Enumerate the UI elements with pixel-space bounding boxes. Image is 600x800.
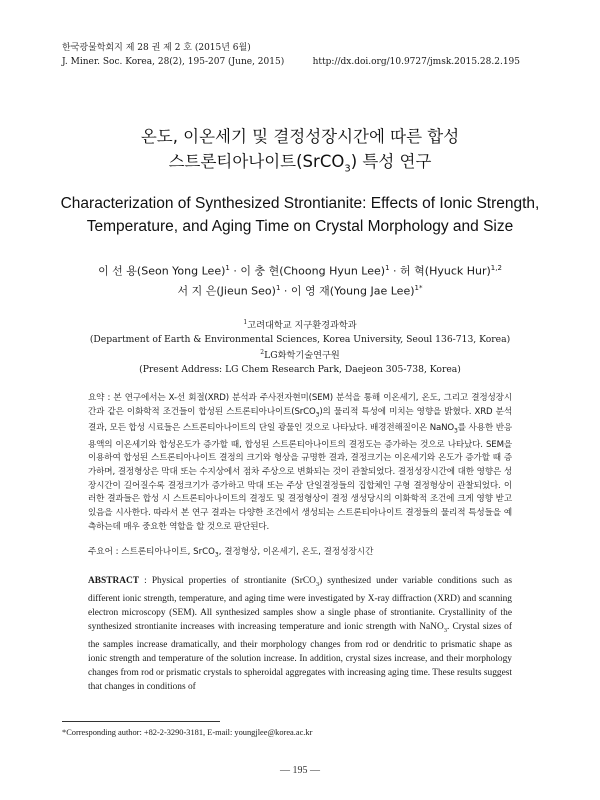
author-line2 [60, 280, 540, 300]
author-2-affil: 1 [385, 264, 390, 272]
korean-title-line2-pre: 스트론티아나이트(SrCO [168, 152, 345, 171]
korean-abstract-sub2: 3 [454, 427, 458, 435]
english-title [40, 192, 560, 238]
english-title-line2: Temperature, and Aging Time on Crystal Morphology and Size [86, 218, 514, 235]
korean-keywords-pre: 주요어 : 스트론티아나이트, SrCO [88, 547, 215, 557]
author-separator: · [389, 264, 401, 278]
journal-header-korean: 한국광물학회지 제 28 권 제 2 호 (2015년 6월) [62, 43, 251, 53]
affiliation-1-en: (Department of Earth & Environmental Sciences, Korea University, Seoul 136-713, Korea) [89, 333, 511, 345]
author-4: 서 지 은(Jieun Seo) [177, 284, 276, 298]
korean-title-subscript: 3 [344, 163, 351, 175]
english-abstract-label: ABSTRACT [88, 576, 140, 586]
korean-keywords-sub: 3 [214, 551, 219, 559]
korean-abstract [88, 392, 512, 534]
affiliation-1-ko [60, 316, 540, 333]
page-number: ― 195 ― [280, 765, 320, 776]
doi-link[interactable]: http://dx.doi.org/10.9727/jmsk.2015.28.2.195 [312, 57, 520, 67]
korean-title [60, 124, 540, 181]
korean-abstract-part2: )의 물리적 특성에 미치는 영향을 밝혔다. XRD 분석결과, 모든 합성 시료들은 스트론티아나이트의 단일 광물인 것으로 나타났다. 배경전해질이온 NaNO [88, 406, 512, 434]
author-4-affil: 1 [275, 283, 281, 292]
english-abstract-sub1: 3 [315, 580, 320, 588]
author-3: 허 혁(Hyuck Hur) [400, 264, 491, 278]
english-abstract-part3: . Crystal sizes of the samples increase dramatically, and their morphology changes from rod or dendritic to prismatic shape as ionic strength and temperature of the solution increase. In addition, crystal sizes increase, and their morphology changes from rod or prismatic crystals to spheroidal aggregates with increasing aging time. These results suggest that changes in conditions of [88, 622, 512, 693]
author-separator: · [229, 264, 241, 278]
journal-header-english: J. Miner. Soc. Korea, 28(2), 195-207 (June, 2015) [62, 57, 285, 67]
korean-abstract-sub1: 3 [315, 411, 320, 419]
korean-abstract-part3: 를 사용한 반응용액의 이온세기와 합성온도가 증가할 때, 합성된 스트론티아나이트의 결정도는 증가하는 것으로 나타났다. SEM을 이용하여 합성된 스트론티아나이트 결정의 크기와 형상을 규명한 결과, 결정크기는 이온세기와 온도가 증가할 때 증가하며, 결정형상은 막대 또는 수지상에서 점차 주상으로 변화되는 것이 관찰되었다. 결정성장시간에 대한 영향은 성장시간이 길어질수록 결정크기가 증가하고 막대 또는 주상 단일결정들의 집합체인 구형 결정형상이 관찰되었다. 이러한 결과들은 합성 시 스트론티아나이트의 결정도 및 결정형상이 결정 생성당시의 이화학적 조건에 크게 영향 받고 있음을 시사한다. 따라서 본 연구 결과는 다양한 조건에서 생성되는 스트론티아나이트 결정들의 물리적 특성들을 예측하는데 매우 중요한 역할을 할 것으로 판단된다. [88, 423, 512, 532]
english-abstract [88, 574, 512, 695]
affiliation-2-name: LG화학기술연구원 [264, 350, 340, 362]
author-list [60, 260, 540, 299]
korean-title-line2-post: ) 특성 연구 [350, 152, 432, 171]
author-1-affil: 1 [225, 264, 230, 272]
english-abstract-part1: : Physical properties of strontianite (SrCO [139, 576, 316, 586]
footnote-divider [62, 721, 220, 722]
author-1: 이 선 용(Seon Yong Lee) [98, 264, 226, 278]
affiliation-1-name: 고려대학교 지구환경과학과 [247, 320, 357, 332]
english-title-line1: Characterization of Synthesized Strontianite: Effects of Ionic Strength, [60, 195, 540, 212]
english-abstract-sub2: 3 [443, 627, 447, 635]
author-line1 [60, 260, 540, 280]
author-2: 이 충 현(Choong Hyun Lee) [240, 264, 386, 278]
affiliation-2-marker: 2 [260, 349, 265, 357]
author-5-affil: 1* [414, 283, 423, 292]
affiliation-2-ko [60, 346, 540, 363]
english-abstract-part2: ) synthesized under variable conditions such as different ionic strength, temperature, and aging time were investigated by X-ray diffraction (XRD) and scanning electron microscopy (SEM). All synthesized samples show a single phase of strontianite. Crystallinity of the synthesized strontianite increases with increasing temperature and ionic strength with NaNO [88, 576, 512, 633]
author-3-affil: 1,2 [490, 264, 502, 272]
affiliation-2-en: (Present Address: LG Chem Research Park, Daejeon 305-738, Korea) [139, 363, 461, 375]
korean-keywords [88, 546, 512, 562]
korean-title-line2 [60, 149, 540, 181]
affiliation-1-marker: 1 [243, 319, 248, 326]
korean-title-line1: 온도, 이온세기 및 결정성장시간에 따른 합성 [140, 127, 460, 146]
korean-keywords-post: , 결정형상, 이온세기, 온도, 결정성장시간 [218, 547, 374, 557]
korean-abstract-part1: 요약 : 본 연구에서는 X-선 회절(XRD) 분석과 주사전자현미(SEM) 분석을 통해 이온세기, 온도, 그리고 결정성장시간과 같은 이화학적 조건들이 합성된 스트론티아나이트(SrCO [88, 393, 512, 417]
corresponding-author-footnote: *Corresponding author: +82-2-3290-3181, E-mail: youngjlee@korea.ac.kr [62, 728, 313, 737]
author-5: 이 영 재(Young Jae Lee) [290, 284, 415, 298]
affiliations [60, 316, 540, 376]
author-separator: · [280, 284, 291, 298]
